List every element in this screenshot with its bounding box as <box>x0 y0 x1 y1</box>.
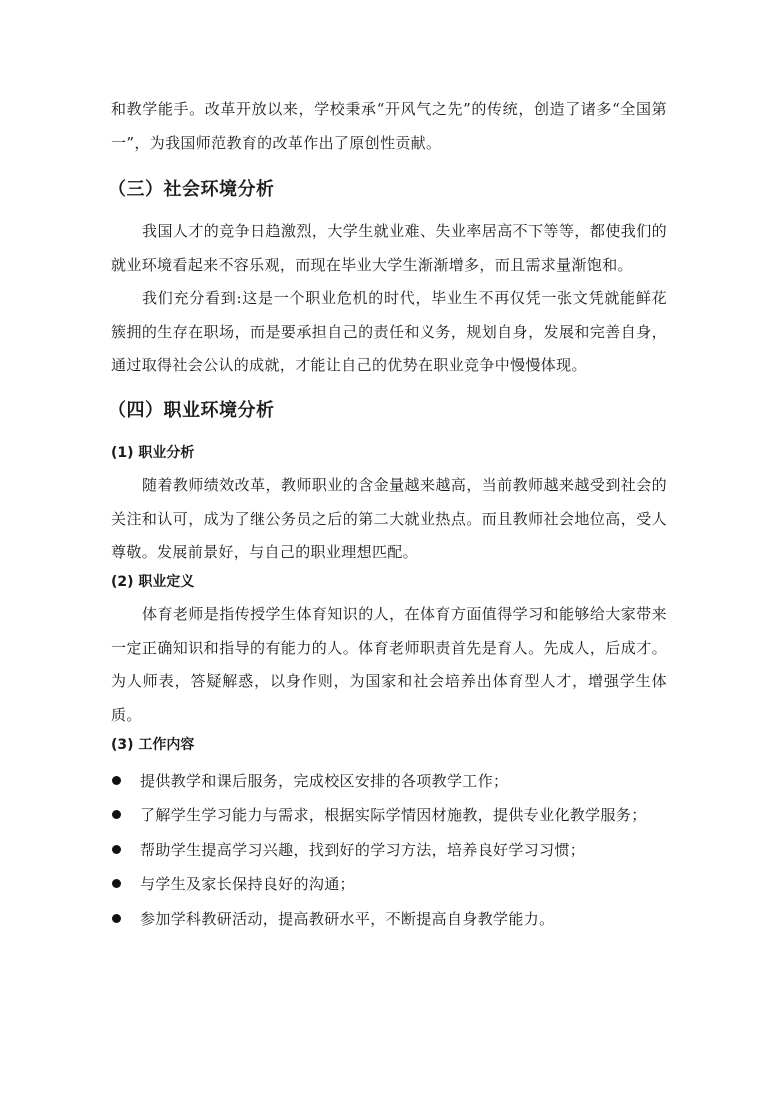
list-item-text: 了解学生学习能力与需求，根据实际学情因材施教，提供专业化教学服务； <box>140 806 647 825</box>
career-definition-body <box>111 598 667 732</box>
list-item-text: 提供教学和课后服务，完成校区安排的各项教学工作； <box>140 771 509 790</box>
list-item-text: 参加学科教研活动，提高教研水平，不断提高自身教学能力。 <box>140 909 555 928</box>
career-analysis-paragraph: 随着教师绩效改革，教师职业的含金量越来越高，当前教师越来越受到社会的关注和认可，成为了继公务员之后的第二大就业热点。而且教师社会地位高，受人尊敬。发展前景好，与自己的职业理想匹配。 <box>111 476 667 561</box>
subheading-career-analysis: (1) 职业分析 <box>111 445 195 461</box>
social-paragraph-1: 我国人才的竞争日趋激烈，大学生就业难、失业率居高不下等等，都使我们的就业环境看起来不容乐观，而现在毕业大学生渐渐增多，而且需求量渐饱和。 <box>111 222 667 274</box>
list-item <box>111 798 671 833</box>
bullet-icon <box>112 845 121 854</box>
social-paragraph-2: 我们充分看到:这是一个职业危机的时代，毕业生不再仅凭一张文凭就能鲜花簇拥的生存在职场，而是要承担自己的责任和义务，规划自身，发展和完善自身，通过取得社会公认的成就，才能让自己的优势在职业竞争中慢慢体现。 <box>111 289 667 374</box>
list-item <box>111 901 671 936</box>
bullet-icon <box>112 810 121 819</box>
list-item-text: 与学生及家长保持良好的沟通； <box>140 875 355 894</box>
list-item <box>111 832 671 867</box>
list-item <box>111 867 671 902</box>
list-item <box>111 763 671 798</box>
list-item-text: 帮助学生提高学习兴趣，找到好的学习方法，培养良好学习习惯； <box>140 840 586 859</box>
career-analysis-body <box>111 469 667 570</box>
bullet-icon <box>112 879 121 888</box>
section-heading-social-environment: （三）社会环境分析 <box>108 179 275 200</box>
subheading-work-content: (3) 工作内容 <box>111 737 195 753</box>
bullet-icon <box>112 776 121 785</box>
social-environment-body <box>111 215 667 383</box>
work-content-list <box>111 763 671 936</box>
intro-section <box>111 93 667 160</box>
intro-paragraph: 和教学能手。改革开放以来，学校秉承“开风气之先”的传统，创造了诸多“全国第一”，为我国师范教育的改革作出了原创性贡献。 <box>111 100 667 152</box>
bullet-icon <box>112 914 121 923</box>
career-definition-paragraph: 体育老师是指传授学生体育知识的人，在体育方面值得学习和能够给大家带来一定正确知识和指导的有能力的人。体育老师职责首先是育人。先成人，后成才。为人师表，答疑解惑，以身作则，为国家和社会培养出体育型人才，增强学生体质。 <box>111 605 667 724</box>
subheading-career-definition: (2) 职业定义 <box>111 574 195 590</box>
section-heading-career-environment: （四）职业环境分析 <box>108 400 275 421</box>
